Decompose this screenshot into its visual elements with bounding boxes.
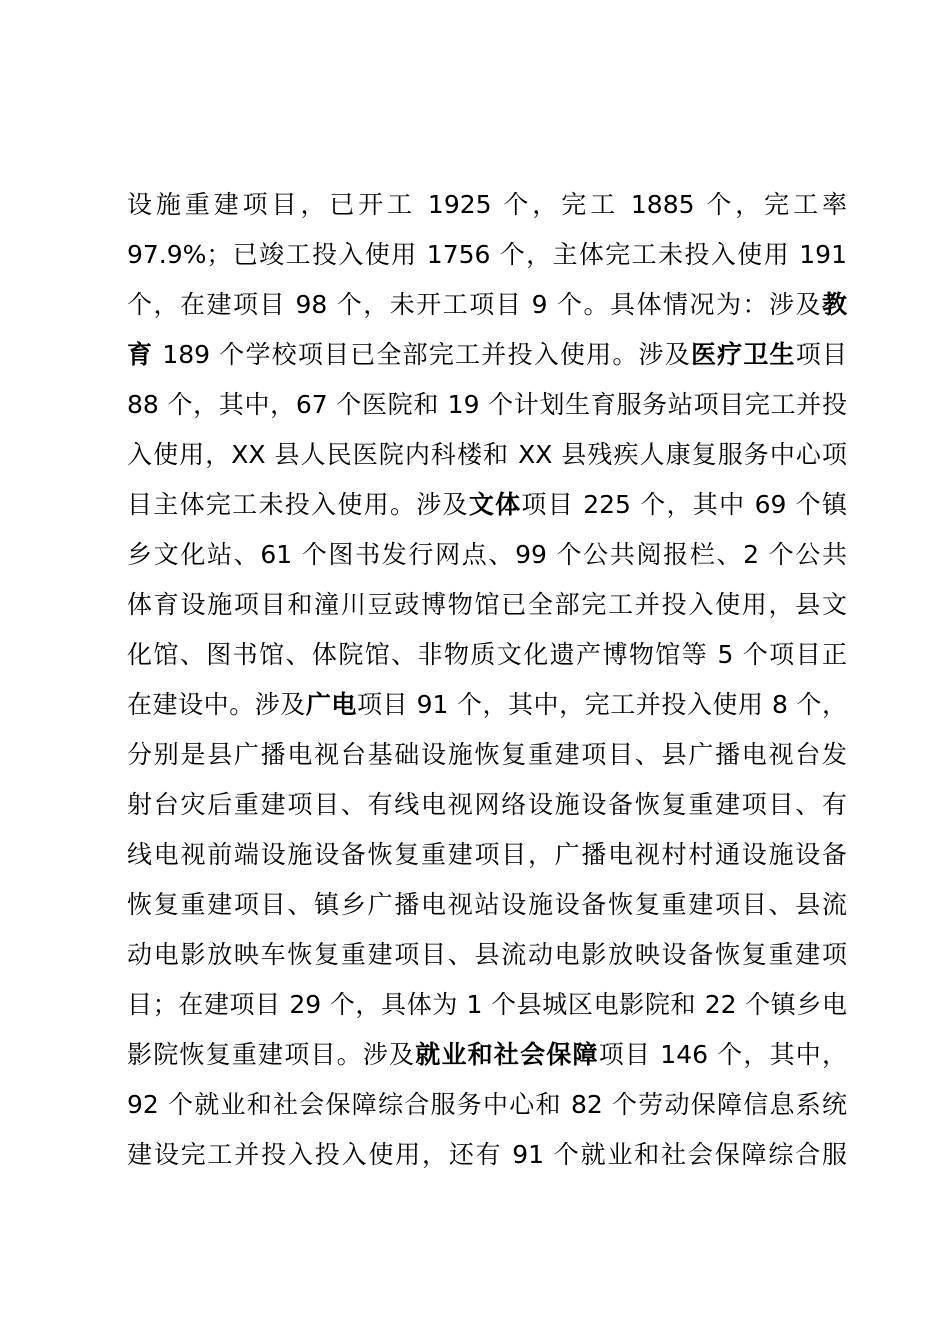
text-segment: 目主体完工未投入使用。涉及 xyxy=(127,490,469,519)
text-segment: 射台灾后重建项目、有线电视网络设施设备恢复重建项目、有 xyxy=(127,790,847,819)
text-segment: 在建设中。涉及 xyxy=(127,690,306,719)
text-segment: 分别是县广播电视台基础设施恢复重建项目、县广播电视台发 xyxy=(127,740,847,769)
text-line xyxy=(127,880,847,930)
text-line xyxy=(127,530,847,580)
text-line xyxy=(127,480,847,530)
text-segment: 化馆、图书馆、体院馆、非物质文化遗产博物馆等 5 个项目正 xyxy=(127,640,847,669)
bold-keyword: 广电 xyxy=(305,690,357,719)
text-line xyxy=(127,630,847,680)
bold-keyword: 就业和社会保障 xyxy=(415,1040,599,1069)
text-line xyxy=(127,180,847,230)
text-line xyxy=(127,830,847,880)
text-segment: 动电影放映车恢复重建项目、县流动电影放映设备恢复重建项 xyxy=(127,940,847,969)
text-segment: 项目 xyxy=(795,340,847,369)
bold-keyword: 育 xyxy=(127,340,154,369)
text-line xyxy=(127,1030,847,1080)
text-line xyxy=(127,230,847,280)
text-line xyxy=(127,430,847,480)
text-line xyxy=(127,380,847,430)
text-line xyxy=(127,930,847,980)
text-segment: 项目 91 个，其中，完工并投入使用 8 个， xyxy=(356,690,847,719)
text-segment: 入使用，XX 县人民医院内科楼和 XX 县残疾人康复服务中心项 xyxy=(127,440,847,469)
text-line xyxy=(127,680,847,730)
text-line xyxy=(127,1080,847,1130)
text-segment: 个，在建项目 98 个，未开工项目 9 个。具体情况为：涉及 xyxy=(127,290,822,319)
bold-keyword: 医疗卫生 xyxy=(690,340,796,369)
text-segment: 影院恢复重建项目。涉及 xyxy=(127,1040,416,1069)
text-line xyxy=(127,1130,847,1180)
text-segment: 项目 225 个，其中 69 个镇 xyxy=(521,490,847,519)
text-segment: 97.9%；已竣工投入使用 1756 个，主体完工未投入使用 191 xyxy=(127,240,847,269)
text-line xyxy=(127,280,847,330)
text-segment: 体育设施项目和潼川豆豉博物馆已全部完工并投入使用，县文 xyxy=(127,590,847,619)
text-segment: 目；在建项目 29 个，具体为 1 个县城区电影院和 22 个镇乡电 xyxy=(127,990,847,1019)
text-line xyxy=(127,780,847,830)
text-segment: 92 个就业和社会保障综合服务中心和 82 个劳动保障信息系统 xyxy=(127,1090,847,1119)
text-line xyxy=(127,580,847,630)
text-segment: 乡文化站、61 个图书发行网点、99 个公共阅报栏、2 个公共 xyxy=(127,540,847,569)
text-segment: 线电视前端设施设备恢复重建项目，广播电视村村通设施设备 xyxy=(127,840,847,869)
text-segment: 189 个学校项目已全部完工并投入使用。涉及 xyxy=(153,340,691,369)
bold-keyword: 文体 xyxy=(468,490,522,519)
text-line xyxy=(127,330,847,380)
text-segment: 恢复重建项目、镇乡广播电视站设施设备恢复重建项目、县流 xyxy=(127,890,847,919)
text-line xyxy=(127,980,847,1030)
body-paragraph xyxy=(127,180,847,1180)
text-segment: 88 个，其中，67 个医院和 19 个计划生育服务站项目完工并投 xyxy=(127,390,847,419)
text-segment: 项目 146 个，其中， xyxy=(598,1040,847,1069)
text-segment: 设施重建项目，已开工 1925 个，完工 1885 个，完工率 xyxy=(127,190,847,219)
bold-keyword: 教 xyxy=(821,290,847,319)
text-line xyxy=(127,730,847,780)
text-segment: 建设完工并投入投入使用，还有 91 个就业和社会保障综合服 xyxy=(127,1140,847,1169)
